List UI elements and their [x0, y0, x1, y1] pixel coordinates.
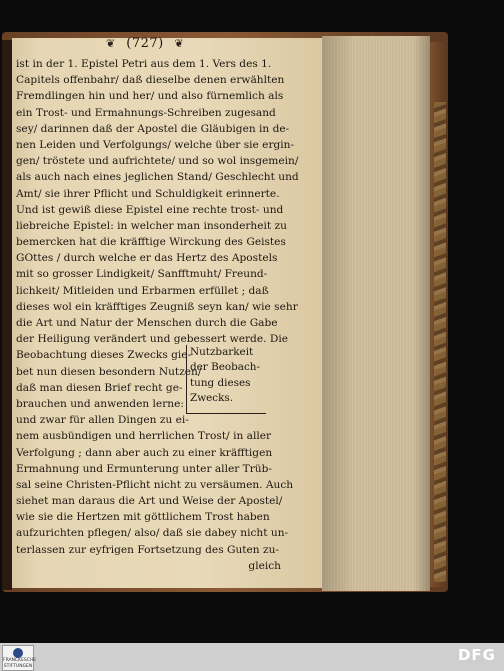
page-header: [80, 36, 210, 56]
margin-note-line: der Beobach-: [190, 361, 260, 374]
text-line: ist in der 1. Epistel Petri aus dem 1. Vers des 1.: [16, 58, 272, 70]
text-line: lichkeit/ Mitleiden und Erbarmen erfüllet ; daß: [16, 284, 269, 297]
crest-icon: [13, 648, 23, 658]
text-line: Ermahnung und Ermunterung unter aller Trüb-: [16, 462, 272, 475]
margin-note: [186, 345, 266, 414]
text-line: aufzurichten pflegen/ also/ daß sie dabey nicht un-: [16, 527, 289, 540]
ornament-left-icon: ❦: [105, 37, 116, 50]
ornament-right-icon: ❦: [174, 37, 185, 50]
text-line: Und ist gewiß diese Epistel eine rechte trost- und: [16, 203, 284, 216]
text-line: terlassen zur eyfrigen Fortsetzung des Guten zu-: [16, 543, 279, 556]
margin-note-line: tung dieses: [190, 376, 251, 389]
text-line: die Art und Natur der Menschen durch die Gabe: [16, 317, 278, 329]
text-line: Capitels offenbahr/ daß dieselbe denen erwählten: [16, 74, 285, 87]
text-line: nen Leiden und Verfolgungs/ welche über sie ergin-: [16, 138, 295, 151]
text-line: ein Trost- und Ermahnungs-Schreiben zugesand: [16, 106, 276, 119]
page-edges: [322, 36, 430, 591]
text-line: gen/ tröstete und aufrichtete/ und so wol insgemein/: [16, 155, 299, 168]
text-line: der Heiligung verändert und gebessert werde. Die: [16, 333, 288, 346]
margin-note-line: Zwecks.: [190, 392, 234, 405]
body-text: [16, 56, 299, 574]
text-line: als auch nach eines jeglichen Stand/ Geschlecht und: [16, 171, 299, 184]
footer-bar: [0, 643, 504, 671]
text-line: Verfolgung ; dann aber auch zu einer kräfftigen: [16, 446, 273, 459]
text-line: bemercken hat die kräfftige Wirckung des Geistes: [16, 236, 286, 249]
book-cover-edge: [430, 42, 448, 587]
dfg-logo: DFG: [457, 646, 496, 664]
catchword: gleich: [248, 559, 281, 572]
text-line: und zwar für allen Dingen zu ei-: [16, 414, 189, 427]
text-line: dieses wol ein kräfftiges Zeugniß seyn kan/ wie sehr: [16, 300, 298, 313]
text-line: Amt/ sie ihrer Pflicht und Schuldigkeit erinnerte.: [16, 187, 280, 200]
text-line: bet nun diesen besondern Nutzen/: [16, 365, 202, 378]
text-line: wie sie die Hertzen mit göttlichem Trost haben: [16, 511, 270, 524]
text-line: Beobachtung dieses Zwecks gie-: [16, 349, 192, 362]
margin-note-line: Nutzbarkeit: [190, 346, 254, 358]
page-number: (727): [126, 36, 164, 51]
text-line: siehet man daraus die Art und Weise der Apostel/: [16, 495, 283, 508]
text-line: sal seine Christen-Pflicht nicht zu versäumen. Auch: [16, 478, 294, 491]
text-line: Fremdlingen hin und her/ und also fürnemlich als: [16, 90, 284, 103]
text-line: sey/ darinnen daß der Apostel die Gläubigen in de-: [16, 122, 290, 135]
franckesche-stiftungen-logo: [2, 645, 37, 671]
text-line: liebreiche Epistel: in welcher man insonderheit zu: [16, 219, 287, 232]
text-line: daß man diesen Brief recht ge-: [16, 381, 183, 394]
marbled-edge: [434, 102, 446, 582]
text-line: GOttes / durch welche er das Hertz des Apostels: [16, 252, 278, 265]
text-line: brauchen und anwenden lerne:: [16, 397, 184, 410]
logo-text: FRANCKESCHE STIFTUNGEN: [3, 658, 37, 669]
text-line: mit so grosser Lindigkeit/ Sanfftmuht/ Freund-: [16, 268, 268, 281]
text-line: nem ausbündigen und herrlichen Trost/ in aller: [16, 430, 272, 443]
book-gutter: [2, 40, 12, 590]
